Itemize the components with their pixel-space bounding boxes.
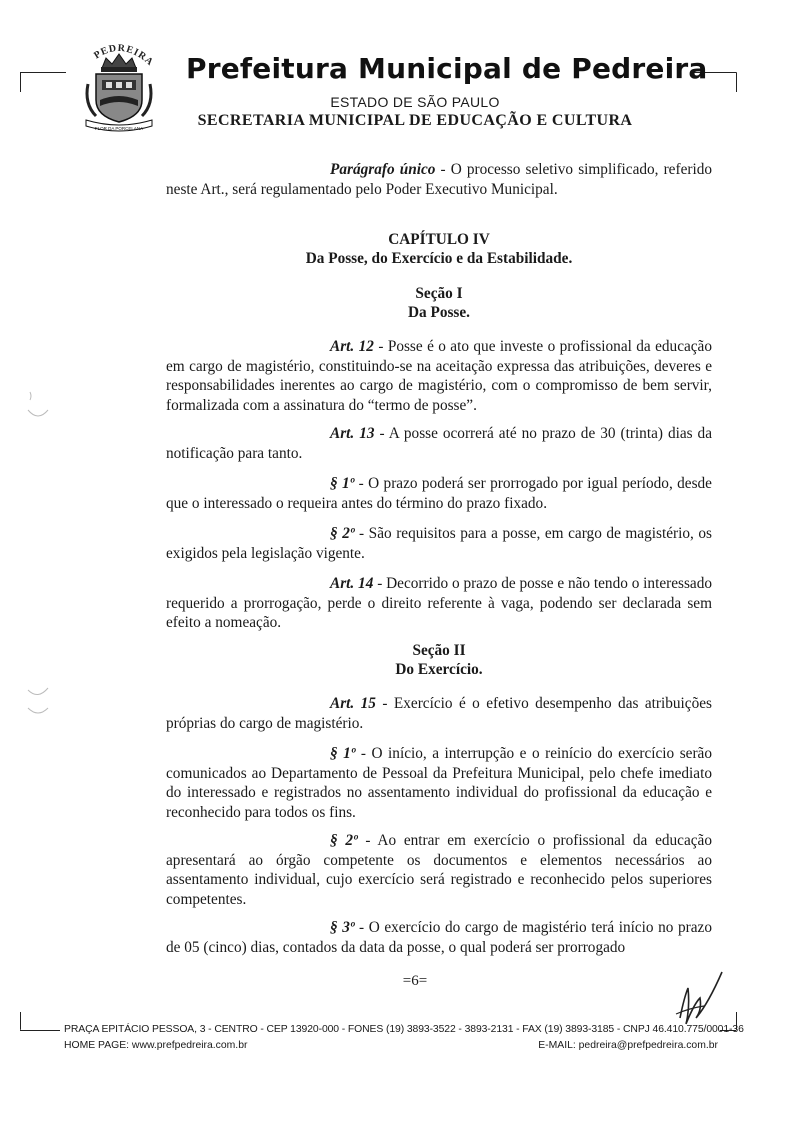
- paragrafo-unico-text: - O processo seletivo simplificado, referido neste Art., será regulamentado pelo Poder Executivo Municipal.: [166, 161, 712, 198]
- article-15-paragraph-1-label: § 1º: [330, 745, 356, 762]
- header-rule-left: [20, 72, 66, 73]
- section-2-title: Seção II: [412, 642, 466, 659]
- article-15-label: Art. 15: [330, 695, 376, 712]
- article-15-paragraph-2: [166, 831, 712, 909]
- paragrafo-unico-label: Parágrafo único: [330, 161, 436, 178]
- logo-arc-text: PEDREIRA: [92, 42, 156, 69]
- footer-email: E-MAIL: pedreira@prefpedreira.com.br: [538, 1040, 718, 1051]
- header-rule-right-corner: [736, 72, 737, 92]
- article-13-paragraph-2-text: - São requisitos para a posse, em cargo de magistério, os exigidos pela legislação vigente.: [166, 525, 712, 562]
- footer-rule-left-corner: [20, 1012, 21, 1030]
- article-15-paragraph-3-label: § 3º: [330, 919, 355, 936]
- header-title: Prefeitura Municipal de Pedreira: [186, 52, 708, 85]
- section-2-subtitle: Do Exercício.: [395, 661, 483, 678]
- article-15: [166, 694, 712, 733]
- article-13-text: - A posse ocorrerá até no prazo de 30 (trinta) dias da notificação para tanto.: [166, 425, 712, 462]
- footer-homepage: HOME PAGE: www.prefpedreira.com.br: [64, 1040, 248, 1051]
- article-14: [166, 574, 712, 633]
- article-12-label: Art. 12: [330, 338, 374, 355]
- footer-address: PRAÇA EPITÁCIO PESSOA, 3 - CENTRO - CEP 13920-000 - FONES (19) 3893-3522 - 3893-2131 - FAX (19) 3893-3185 - CNPJ 46.410.775/0001-36: [64, 1024, 744, 1035]
- article-15-paragraph-3-text: - O exercício do cargo de magistério terá início no prazo de 05 (cinco) dias, contados da data da posse, o qual poderá ser prorrogado: [166, 919, 712, 956]
- article-15-text: - Exercício é o efetivo desempenho das atribuições próprias do cargo de magistério.: [166, 695, 712, 732]
- header-rule-left-corner: [20, 72, 21, 92]
- section-1-subtitle: Da Posse.: [407, 304, 471, 321]
- article-15-paragraph-3: [166, 918, 712, 957]
- chapter-subtitle: Da Posse, do Exercício e da Estabilidade.: [305, 250, 573, 267]
- article-15-paragraph-1-text: - O início, a interrupção e o reinício do exercício serão comunicados ao Departamento de Pessoal da Prefeitura Municipal, pelo chefe imediato do interessado e registrados no assentamento individual do profissional da educação e reconhecido para todos os fins.: [166, 745, 712, 821]
- article-13-paragraph-1-label: § 1º: [330, 475, 355, 492]
- article-13-paragraph-2-label: § 2º: [330, 525, 355, 542]
- article-12: [166, 337, 712, 415]
- article-13-paragraph-2: [166, 524, 712, 563]
- footer-rule-left: [20, 1030, 60, 1031]
- article-15-paragraph-2-label: § 2º: [330, 832, 358, 849]
- article-13-paragraph-1-text: - O prazo poderá ser prorrogado por igual período, desde que o interessado o requeira antes do término do prazo fixado.: [166, 475, 712, 512]
- header-state: ESTADO DE SÃO PAULO: [330, 94, 500, 110]
- section-1-title: Seção I: [415, 285, 463, 302]
- article-13-label: Art. 13: [330, 425, 375, 442]
- article-13-paragraph-1: [166, 474, 712, 513]
- logo-ribbon-text: FLOR DA PORCELANA: [94, 126, 144, 131]
- article-15-paragraph-1: [166, 744, 712, 822]
- article-15-paragraph-2-text: - Ao entrar em exercício o profissional da educação apresentará ao órgão competente os documentos e elementos necessários ao assentamento individual, cujo exercício será registrado e reconhecido pelos superiores competentes.: [166, 832, 712, 908]
- header-secretaria: SECRETARIA MUNICIPAL DE EDUCAÇÃO E CULTURA: [197, 112, 633, 129]
- article-14-text: - Decorrido o prazo de posse e não tendo o interessado requerido a prorrogação, perde o direito referente à vaga, podendo ser declarada sem efeito a nomeação.: [166, 575, 712, 632]
- paragrafo-unico: [166, 160, 712, 199]
- handwritten-initials: [660, 968, 730, 1028]
- article-14-label: Art. 14: [330, 575, 374, 592]
- article-12-text: - Posse é o ato que investe o profissional da educação em cargo de magistério, constituindo-se na aceitação expressa das atribuições, deveres e responsabilidades inerentes ao cargo de magistério, com o compromisso de bem servir, formalizada com a assinatura do “termo de posse”.: [166, 338, 712, 414]
- page-number: =6=: [402, 973, 428, 989]
- article-13: [166, 424, 712, 463]
- chapter-title: CAPÍTULO IV: [388, 231, 490, 248]
- binding-hole-marks: [24, 390, 54, 730]
